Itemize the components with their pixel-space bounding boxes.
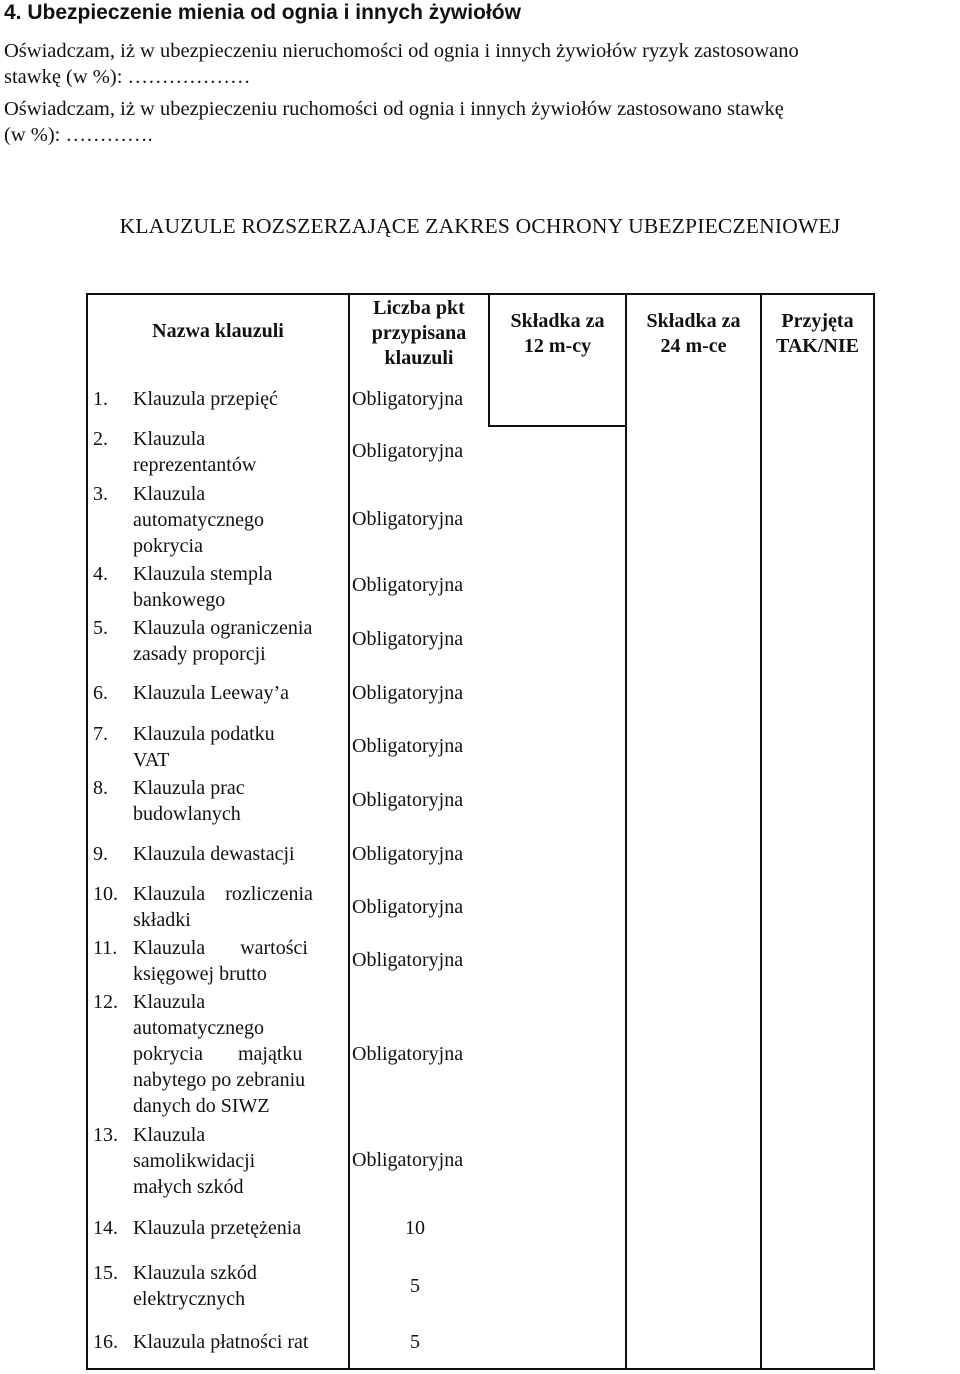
clause-name: [93, 481, 264, 559]
clause-number: 5.: [93, 617, 108, 639]
clause-text: automatycznego: [133, 509, 265, 531]
clause-indent: [93, 587, 133, 613]
clause-points: Obligatoryjna: [352, 682, 464, 704]
clause-text: małych szkód: [133, 1176, 244, 1198]
clause-number: 2.: [93, 428, 108, 450]
clause-text: pokrycia majątku: [133, 1043, 303, 1065]
clause-text: samolikwidacji: [133, 1150, 256, 1172]
table-border: [86, 1368, 875, 1370]
clause-points: 5: [410, 1331, 420, 1353]
clause-points: Obligatoryjna: [352, 843, 464, 865]
clause-text: nabytego po zebraniu: [133, 1069, 306, 1091]
clause-number: 15.: [93, 1262, 118, 1284]
statement-line: Oświadczam, iż w ubezpieczeniu nieruchomości od ognia i innych żywiołów ryzyk zastosowano: [4, 40, 799, 62]
clause-name: [93, 881, 313, 933]
clause-number: 3.: [93, 483, 108, 505]
clause-text: Klauzula podatku: [133, 723, 275, 745]
clause-text: Klauzula przetężenia: [133, 1217, 302, 1239]
clause-indent: [93, 1093, 133, 1119]
clause-number: 4.: [93, 563, 108, 585]
clause-text: zasady proporcji: [133, 643, 266, 665]
clause-points: Obligatoryjna: [352, 508, 464, 530]
statement-line: Oświadczam, iż w ubezpieczeniu ruchomości od ognia i innych żywiołów zastosowano stawkę: [4, 98, 784, 120]
clause-text: Klauzula dewastacji: [133, 843, 295, 865]
table-border: [86, 293, 875, 295]
clause-points: Obligatoryjna: [352, 949, 464, 971]
section-heading: 4. Ubezpieczenie mienia od ognia i innych żywiołów: [4, 1, 521, 24]
clause-points: 10: [405, 1217, 425, 1239]
clause-number: 12.: [93, 991, 118, 1013]
clause-name: [93, 386, 278, 412]
clause-number: 9.: [93, 843, 108, 865]
table-divider: [760, 293, 762, 1370]
statement-line: stawkę (w %): ………………: [4, 66, 251, 88]
clause-text: budowlanych: [133, 803, 241, 825]
table-border: [873, 293, 875, 1370]
clause-indent: [93, 907, 133, 933]
clause-text: automatycznego: [133, 1017, 265, 1039]
clause-text: Klauzula: [133, 428, 206, 450]
statement-immovables: [4, 38, 950, 90]
clause-name: [93, 1215, 301, 1241]
clause-text: reprezentantów: [133, 454, 257, 476]
clause-text: składki: [133, 909, 191, 931]
clause-text: danych do SIWZ: [133, 1095, 270, 1117]
clause-name: [93, 775, 245, 827]
clause-name: [93, 935, 308, 987]
header-premium-24: Składka za 24 m-ce: [646, 310, 741, 357]
clause-name: [93, 615, 312, 667]
clause-points: Obligatoryjna: [352, 574, 464, 596]
clause-text: księgowej brutto: [133, 963, 267, 985]
clause-name: [93, 1260, 257, 1312]
clause-text: Klauzula płatności rat: [133, 1331, 309, 1353]
header-accepted: Przyjęta TAK/NIE: [776, 310, 859, 357]
clause-indent: [93, 1041, 133, 1067]
table-border: [86, 293, 88, 1370]
clause-text: Klauzula: [133, 483, 206, 505]
clause-text: Klauzula rozliczenia: [133, 883, 313, 905]
clause-text: bankowego: [133, 589, 226, 611]
table-divider: [625, 293, 627, 1370]
clause-text: elektrycznych: [133, 1288, 246, 1310]
clause-text: Klauzula szkód: [133, 1262, 257, 1284]
clause-indent: [93, 1015, 133, 1041]
clause-indent: [93, 801, 133, 827]
clause-text: Klauzula Leeway’a: [133, 682, 290, 704]
clause-points: Obligatoryjna: [352, 735, 464, 757]
clause-points: Obligatoryjna: [352, 896, 464, 918]
header-points: Liczba pkt przypisana klauzuli: [371, 297, 467, 369]
table-divider: [488, 425, 625, 427]
clause-text: Klauzula: [133, 1124, 206, 1146]
clause-indent: [93, 641, 133, 667]
clause-name: [93, 1329, 309, 1355]
clause-indent: [93, 533, 133, 559]
clause-indent: [93, 1286, 133, 1312]
clause-name: [93, 680, 289, 706]
clause-number: 1.: [93, 388, 108, 410]
clauses-title: KLAUZULE ROZSZERZAJĄCE ZAKRES OCHRONY UBEZPIECZENIOWEJ: [119, 214, 841, 238]
clause-points: Obligatoryjna: [352, 1043, 464, 1065]
clause-text: Klauzula: [133, 991, 206, 1013]
clause-text: pokrycia: [133, 535, 203, 557]
clause-text: Klauzula prac: [133, 777, 245, 799]
clause-name: [93, 721, 275, 773]
clause-text: Klauzula ograniczenia: [133, 617, 313, 639]
clause-text: Klauzula wartości: [133, 937, 308, 959]
clause-number: 11.: [93, 937, 118, 959]
clause-points: Obligatoryjna: [352, 1149, 464, 1171]
clause-indent: [93, 961, 133, 987]
clause-name: [93, 426, 256, 478]
header-clause-name: Nazwa klauzuli: [152, 320, 284, 342]
clause-name: [93, 1122, 255, 1200]
clause-name: [93, 841, 295, 867]
header-premium-12: Składka za 12 m-cy: [510, 310, 605, 357]
clause-number: 7.: [93, 723, 108, 745]
statement-movables: [4, 96, 950, 148]
clause-number: 13.: [93, 1124, 118, 1146]
clause-text: VAT: [133, 749, 170, 771]
statement-line: (w %): ………….: [4, 124, 153, 146]
clause-number: 14.: [93, 1217, 118, 1239]
clause-points: Obligatoryjna: [352, 440, 464, 462]
clause-number: 6.: [93, 682, 108, 704]
clause-indent: [93, 747, 133, 773]
table-divider: [348, 293, 350, 1370]
clause-points: 5: [410, 1275, 420, 1297]
clause-text: Klauzula stempla: [133, 563, 273, 585]
clause-name: [93, 561, 272, 613]
clause-points: Obligatoryjna: [352, 789, 464, 811]
clause-number: 10.: [93, 883, 118, 905]
clause-text: Klauzula przepięć: [133, 388, 278, 410]
clause-indent: [93, 1174, 133, 1200]
clause-indent: [93, 1148, 133, 1174]
clause-points: Obligatoryjna: [352, 388, 464, 410]
clause-indent: [93, 507, 133, 533]
clause-name: [93, 989, 305, 1119]
clause-number: 8.: [93, 777, 108, 799]
clause-indent: [93, 452, 133, 478]
clause-indent: [93, 1067, 133, 1093]
clause-points: Obligatoryjna: [352, 628, 464, 650]
clause-number: 16.: [93, 1331, 118, 1353]
